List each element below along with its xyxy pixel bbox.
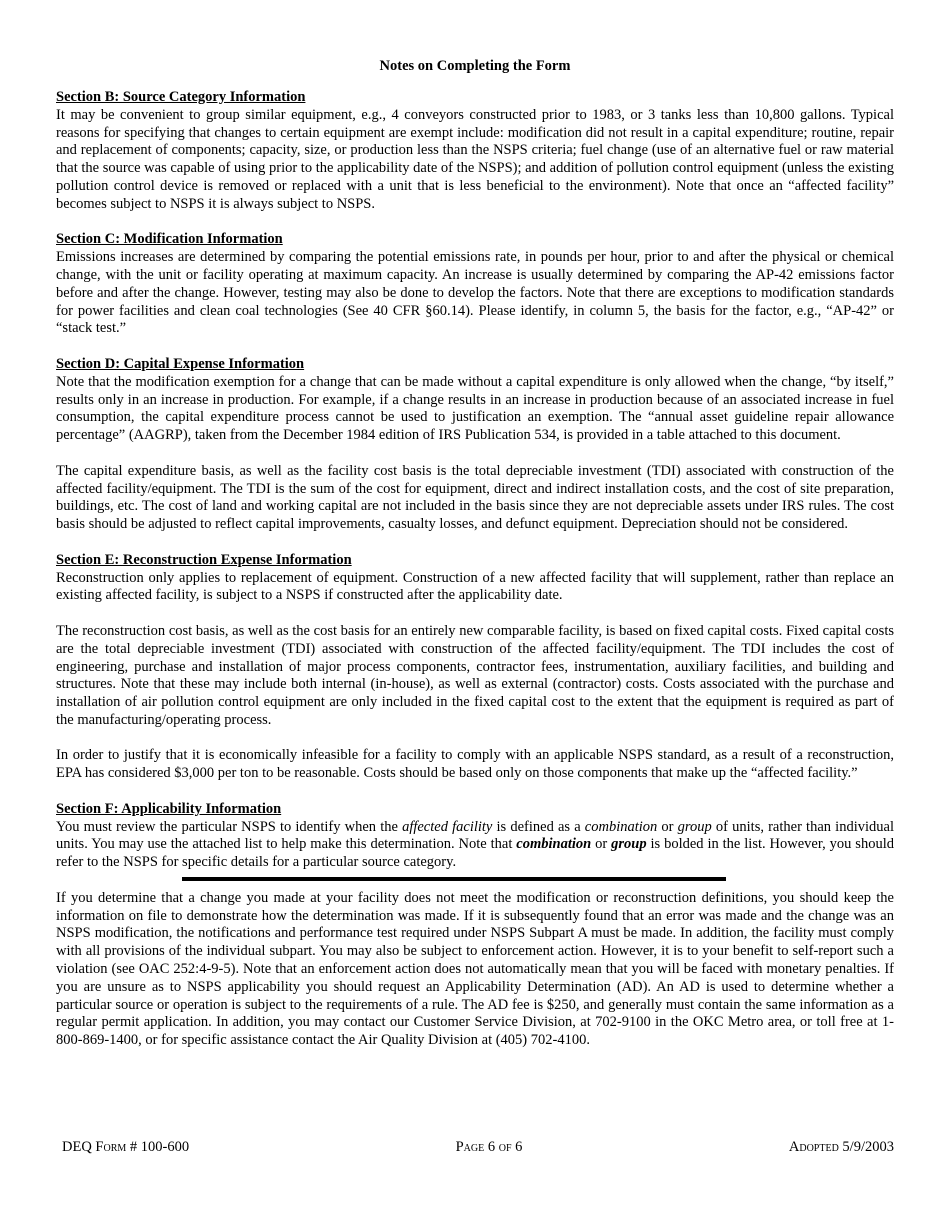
section-f-text: of units, rather than individual units. You may use the attached list to help make this determination. Note that	[56, 818, 894, 853]
divider-rule	[182, 877, 726, 881]
section-f-bold-emphasis: combination	[516, 836, 592, 853]
section-e-paragraph-3: In order to justify that it is economically infeasible for a facility to comply with an applicable NSPS standard, as a result of a reconstruction, EPA has considered $3,000 per ton to be reasonable. Costs should be based only on those components that make up the “affected facility.”	[56, 747, 894, 782]
document-body	[56, 89, 894, 1050]
section-f-text: is defined as a	[492, 818, 585, 835]
section-c-heading: Section C: Modification Information	[56, 231, 283, 248]
section-f-text: or	[657, 818, 678, 835]
section-e-heading: Section E: Reconstruction Expense Information	[56, 551, 352, 568]
closing-paragraph: If you determine that a change you made at your facility does not meet the modification or reconstruction definitions, you should keep the information on file to demonstrate how the determination was made. If it is subsequently found that an error was made and the change was an NSPS modification, the notifications and performance test required under NSPS Subpart A must be made. In addition, the facility must comply with all provisions of the individual subpart. You may also be subject to enforcement action. However, it is to your benefit to self-report such a violation (see OAC 252:4-9-5). Note that an enforcement action does not automatically mean that you will be faced with monetary penalties. If you are unsure as to NSPS applicability you should request an Applicability Determination (AD). An AD is used to determine whether a particular source or operation is subject to the requirements of a rule. The AD fee is $250, and generally must contain the same information as a regular permit application. In addition, you may contact our Customer Service Division, at 702-9100 in the OKC Metro area, or toll free at 1-800-869-1400, or for specific assistance contact the Air Quality Division at (405) 702-4100.	[56, 889, 894, 1049]
section-f-text: You must review the particular NSPS to identify when the	[56, 818, 403, 835]
section-f-bold-emphasis: group	[611, 836, 647, 853]
section-d-heading: Section D: Capital Expense Information	[56, 355, 305, 372]
footer-page-number: Page 6 of 6	[455, 1139, 523, 1155]
section-f-emphasis: combination	[584, 818, 658, 835]
section-f-heading: Section F: Applicability Information	[56, 800, 282, 817]
page-footer	[56, 1138, 894, 1156]
section-f-text: is bolded in the list. However, you should refer to the NSPS for specific details for a particular source category.	[56, 836, 894, 871]
section-f-emphasis: group	[677, 818, 712, 835]
footer-adopted-date: Adopted 5/9/2003	[788, 1139, 894, 1155]
section-d-paragraph-1: Note that the modification exemption for a change that can be made without a capital expenditure is only allowed when the change, “by itself,” results only in an increase in production. For example, if a change results in an increase in production because of an associated increase in fuel consumption, the capital expenditure process cannot be used to justification an exemption. The “annual asset guideline repair allowance percentage” (AAGRP), taken from the December 1984 edition of IRS Publication 534, is provided in a table attached to this document.	[56, 373, 894, 444]
section-f-text: or	[591, 836, 612, 853]
section-e-paragraph-2: The reconstruction cost basis, as well as the cost basis for an entirely new comparable facility, is based on fixed capital costs. Fixed capital costs are the total depreciable investment (TDI) associated with construction of the affected facility/equipment. The TDI includes the cost of engineering, purchase and installation of major process components, contractor fees, instrumentation, auxiliary facilities, and building and structures. Note that these may include both internal (in-house), as well as external (contractor) costs. Costs associated with the purchase and installation of air pollution control equipment are only included in the fixed capital cost to the extent that the equipment is required as part of the manufacturing/operating process.	[56, 622, 894, 728]
divider-wrapper	[56, 872, 894, 890]
section-f-paragraph	[56, 819, 894, 872]
section-d-paragraph-2: The capital expenditure basis, as well as the facility cost basis is the total depreciable investment (TDI) associated with construction of the affected facility/equipment. The TDI is the sum of the cost for equipment, direct and indirect installation costs, and the cost of site preparation, buildings, etc. The cost of land and working capital are not included in the basis since they are not depreciable assets under IRS rules. The cost basis should be adjusted to reflect capital improvements, casualty losses, and defunct equipment. Depreciation should not be considered.	[56, 462, 894, 533]
footer-form-number: DEQ Form # 100-600	[62, 1139, 190, 1155]
page-title: Notes on Completing the Form	[379, 58, 571, 74]
section-e-paragraph-1: Reconstruction only applies to replacement of equipment. Construction of a new affected facility that will supplement, rather than replace an existing affected facility, is subject to a NSPS if constructed after the applicability date.	[56, 569, 894, 604]
section-c-paragraph: Emissions increases are determined by comparing the potential emissions rate, in pounds per hour, prior to and after the physical or chemical change, with the unit or facility operating at maximum capacity. An increase is usually determined by comparing the AP-42 emissions factor before and after the change. However, testing may also be done to develop the factors. Note that there are exceptions to modification standards for power facilities and clean coal technologies (See 40 CFR §60.14). Please identify, in column 5, the basis for the factor, e.g., “AP-42” or “stack test.”	[56, 249, 894, 337]
section-f-emphasis: affected facility	[402, 818, 493, 835]
section-b-heading: Section B: Source Category Information	[56, 89, 306, 105]
section-b-paragraph: It may be convenient to group similar equipment, e.g., 4 conveyors constructed prior to 1983, or 3 tanks less than 10,800 gallons. Typical reasons for specifying that changes to certain equipment are exempt include: modification did not result in a capital expenditure; routine, repair and replacement of components; capacity, size, or production less than the NSPS criteria; fuel change (use of an alternative fuel or raw material that the source was capable of using prior to the applicability date of the NSPS); and addition of pollution control equipment (unless the existing pollution control device is removed or replaced with a unit that is less beneficial to the environment). Note that once an “affected facility” becomes subject to NSPS it is always subject to NSPS.	[56, 106, 895, 212]
